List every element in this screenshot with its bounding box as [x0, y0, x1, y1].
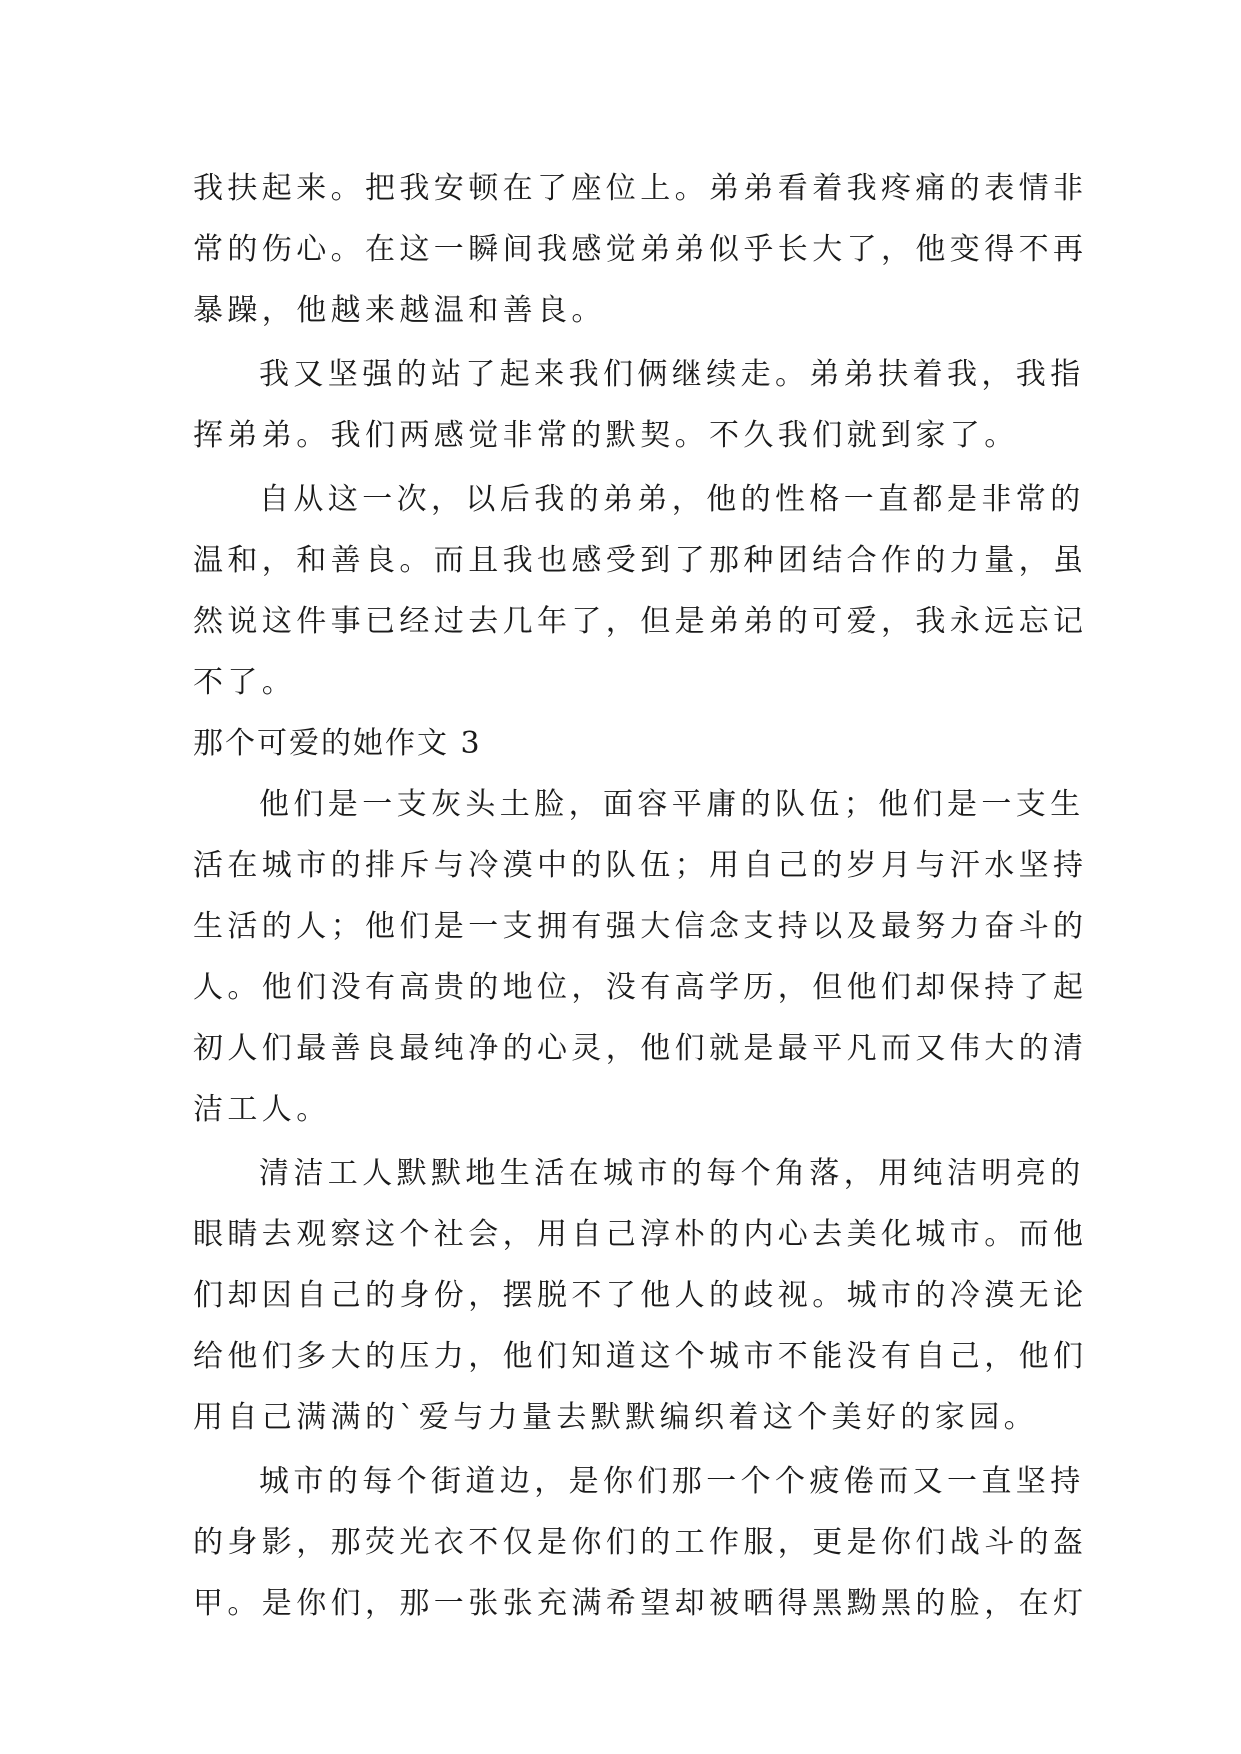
paragraph-6 — [193, 1451, 1088, 1634]
text-line: 自从这一次，以后我的弟弟，他的性格一直都是非常的 — [259, 482, 1085, 517]
text-line: 他们是一支灰头土脸，面容平庸的队伍；他们是一支生 — [259, 787, 1085, 822]
text-line: 给他们多大的压力，他们知道这个城市不能没有自己，他们 — [193, 1339, 1088, 1374]
text-line: 城市的每个街道边，是你们那一个个疲倦而又一直坚持 — [259, 1464, 1085, 1499]
text-line: 不了。 — [193, 665, 297, 700]
text-line: 温和，和善良。而且我也感受到了那种团结合作的力量，虽 — [193, 543, 1088, 578]
document-body — [193, 158, 1088, 1634]
text-line: 清洁工人默默地生活在城市的每个角落，用纯洁明亮的 — [259, 1156, 1085, 1191]
text-line: 活在城市的排斥与冷漠中的队伍；用自己的岁月与汗水坚持 — [193, 848, 1088, 883]
text-line: 洁工人。 — [193, 1092, 331, 1127]
text-line: 挥弟弟。我们两感觉非常的默契。不久我们就到家了。 — [193, 418, 1019, 453]
text-line: 然说这件事已经过去几年了，但是弟弟的可爱，我永远忘记 — [193, 604, 1088, 639]
text-line: 我扶起来。把我安顿在了座位上。弟弟看着我疼痛的表情非 — [193, 171, 1088, 206]
text-line: 眼睛去观察这个社会，用自己淳朴的内心去美化城市。而他 — [193, 1217, 1088, 1252]
text-line: 我又坚强的站了起来我们俩继续走。弟弟扶着我，我指 — [259, 357, 1085, 392]
heading-title: 那个可爱的她作文 3 — [193, 726, 482, 761]
text-line: 甲。是你们，那一张张充满希望却被晒得黑黝黑的脸，在灯 — [193, 1586, 1088, 1621]
text-line: 用自己满满的`爱与力量去默默编织着这个美好的家园。 — [193, 1400, 1038, 1435]
text-line: 常的伤心。在这一瞬间我感觉弟弟似乎长大了，他变得不再 — [193, 232, 1088, 267]
paragraph-3 — [193, 469, 1088, 713]
paragraph-2 — [193, 344, 1085, 466]
text-line: 生活的人；他们是一支拥有强大信念支持以及最努力奋斗的 — [193, 909, 1088, 944]
text-line: 的身影，那荧光衣不仅是你们的工作服，更是你们战斗的盔 — [193, 1525, 1088, 1560]
text-line: 人。他们没有高贵的地位，没有高学历，但他们却保持了起 — [193, 970, 1088, 1005]
paragraph-5 — [193, 1143, 1088, 1448]
section-heading — [193, 713, 1055, 774]
text-line: 初人们最善良最纯净的心灵，他们就是最平凡而又伟大的清 — [193, 1031, 1088, 1066]
text-line: 暴躁，他越来越温和善良。 — [193, 293, 606, 328]
paragraph-4 — [193, 774, 1088, 1140]
paragraph-1 — [193, 158, 1088, 341]
text-line: 们却因自己的身份，摆脱不了他人的歧视。城市的冷漠无论 — [193, 1278, 1088, 1313]
